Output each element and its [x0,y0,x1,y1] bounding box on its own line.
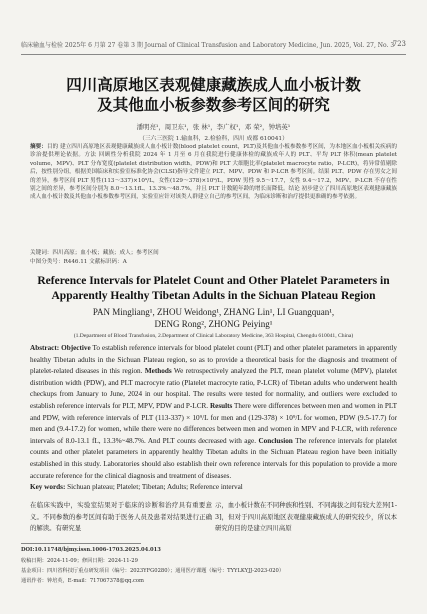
methods-label: Methods [144,367,172,376]
keywords-en-text: Sichuan plateau; Platelet; Tibetan; Adults; Reference interval [67,483,243,491]
header-rule [21,54,406,55]
abstract-en [30,343,397,482]
body-column-left: 在临床实践中，实验室结果对于临床的诊断和治疗具有重要意义。不同参数的参考区间有助于医务人员及患者对结果进行正确的解读。有研究显 [30,501,212,532]
results-text: There were differences between men and women in PLT and PDW, with reference intervals of PLT (113-337) × 10⁹/L for men and (129-378) × 10⁹/L for women, PDW (9.5-17.7) for men and (9.4-17.2) for women, while there were no differences between men and women in MPV and P-LCR, with reference intervals of 8.0-13.1 fL, 13.3%~48.7%. And PLT counts decreased with age. [30,401,397,445]
abstract-en-label: Abstract: [30,344,60,352]
keywords-en-label: Key words: [30,483,66,491]
abstract-cn-label: 摘要： [30,144,47,150]
conclusion-label: Conclusion [258,436,293,445]
title-en-line2: Apparently Healthy Tibetan Adults in the Sichuan Plateau Region [51,290,376,302]
doi: DOI:10.11748/bjmy.issn.1006-1703.2025.04.013 [21,547,161,553]
authors-en-line2: DENG Rong², ZHONG Peiying¹ [154,319,273,329]
abstract-cn-text: 目的 建立四川高原地区表观健康藏族成人血小板计数(blood platelet count，PLT)及其他血小板参数参考区间，为本地区血小板相关疾病的诊治提供理论依据。方法 回顾性分析我院 2024 年 1 月至 6 月在我院进行健康体检的藏族成年人的 PLT、平均 PLT 体积(mean platelet volume，MPV)、PLT 分布宽度(platelet distribution width，PDW)和 PLT 大细胞比率(platelet macrocyte ratio，P-LCR)，将异常值剔除后，按性别分组，根据美国临床和实验室标准化协会(CLSI)指导文件建立 PLT、MPV、PDW 和 P-LCR 参考区间。结果 PLT、PDW 存在男女之间的差异，参考区间 PLT 男性(113～337)×10⁹/L，女性(129～378)×10⁹/L，PDW 男性 9.5～17.7，女性 9.4～17.2，MPV、P-LCR 不存在性别之间的差异，参考区间分别为 8.0～13.1fL、13.3%～48.7%，并且 PLT 计数随年龄的增长而降低。结论 初步建立了四川高原地区表观健康藏族成人血小板计数及其他血小板参数参考区间，实验室应针对该类人群建立自己的参考区间，为临床诊断和治疗提供更准确的参考依据。 [30,144,397,201]
objective-label: Objective [61,344,91,352]
methods-text: We retrospectively analyzed the PLT, mean platelet volume (MPV), platelet distribution width (PDW), and PLT macrocyte ratio (Platelet macrocyte ratio, P-LCR) of Tibetan adults who underwent health checkups from January to June, 2024 in our hospital. The results were tested for normality, and outliers were excluded to establish reference intervals for PLT, MPV, PDW and P-LCR. [30,367,397,410]
received-dates: 收稿日期：2024-11-09；修回日期：2024-11-29 [21,558,138,564]
affiliation-en: (1.Department of Blood Transfusion, 2.Department of Clinical Laboratory Medicine, 363 Hospital, Chengdu 610041, China) [73,333,354,339]
title-cn-line1: 四川高原地区表观健康藏族成人血小板计数 [66,76,361,94]
keywords-en [30,483,243,491]
keywords-cn: 关键词：四川高原；血小板；藏族；成人；参考区间 [30,250,159,256]
journal-name: 临床输血与检验 2025年 6 月第 27 卷第 3 期 Journal of Clinical Transfusion and Laboratory Medicine, Jun. 2025, Vol. 27, No. 3 [21,42,395,49]
footnote-rule [21,543,141,544]
results-label: Results [209,401,233,410]
objective-text: To establish reference intervals for blood platelet count (PLT) and other platelet parameters in apparently healthy Tibetan adults in the Sichuan Plateau region, so as to provide a theoretical basis for the diagnosis and treatment of platelet-related diseases in this region. [30,344,398,376]
title-en-line1: Reference Intervals for Platelet Count and Other Platelet Parameters in [37,275,390,287]
funding: 基金项目：四川省科技厅重点研发项目（编号：2023YFG0280）；通用医疗课题（编号：TYYLKYJJ-2023-020） [21,568,285,574]
running-header [21,40,406,52]
classification-cn: 中图分类号：R446.11 文献标识码：A [30,259,127,265]
page-number: 723 [392,40,406,48]
title-cn-line2: 及其他血小板参数参考区间的研究 [97,96,330,114]
conclusion-text: The reference intervals for platelet counts and other platelet parameters in apparently healthy Tibetan adults in the Sichuan Plateau region have been initially established in this study. Laboratories should also establish their own reference intervals for this population to provide a more accurate reference for the clinical diagnosis and treatment of diseases. [30,436,398,480]
affiliation-cn: （三六三医院 1.输血科，2.检验科，四川 成都 610041） [139,136,288,142]
body-column-right: 示，血小板计数在不同种族和性别、不同海拔之间有较大差异[1-3]，但对于四川高原地区表观健康藏族成人的研究较少，所以本研究的目的是建立四川高原 [215,501,397,532]
authors-en-line1: PAN Mingliang¹, ZHOU Weidong¹, ZHANG Lin¹, LI Guangquan¹, [92,307,335,317]
authors-cn: 潘明亮¹，周卫东¹，张 林¹，李广权¹，邓 荣²，钟培英¹ [136,123,291,131]
corresponding-author: 通讯作者：钟培英，E-mail：717067378@qq.com [21,578,144,584]
abstract-cn [30,143,397,202]
